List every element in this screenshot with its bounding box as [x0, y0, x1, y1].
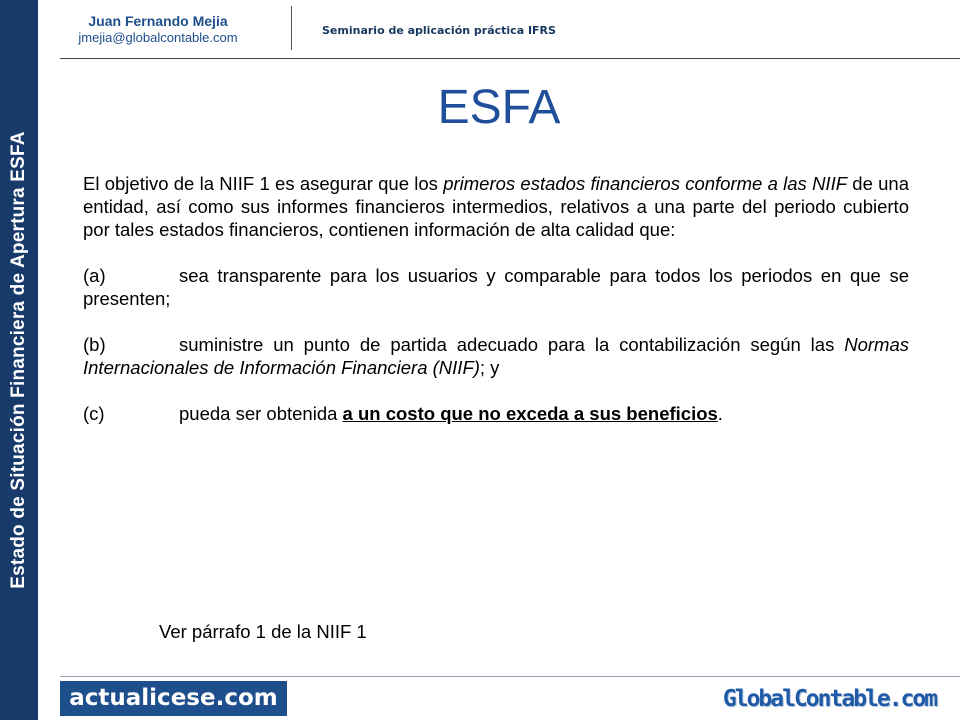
header-divider [291, 6, 292, 50]
slide-body [83, 172, 909, 425]
item-c [83, 402, 909, 425]
item-c-text-2: . [717, 403, 723, 424]
seminar-title: Seminario de aplicación práctica IFRS [322, 24, 556, 37]
item-c-label: (c) [83, 403, 105, 424]
sidebar [0, 0, 38, 720]
globalcontable-logo: GlobalContable.com [722, 686, 937, 712]
reference-note: Ver párrafo 1 de la NIIF 1 [159, 621, 367, 642]
author-block [52, 13, 264, 46]
header-rule [60, 58, 960, 59]
author-name: Juan Fernando Mejia [88, 13, 228, 29]
author-email: jmejia@globalcontable.com [78, 30, 238, 45]
intro-text-2: de una entidad, así como sus informes financieros intermedios, relativos a una parte del periodo cubierto por tales estados financieros, contienen información de alta calidad que: [83, 173, 909, 240]
item-a-label: (a) [83, 265, 106, 286]
intro-text-1: El objetivo de la NIIF 1 es asegurar que los [83, 173, 444, 194]
item-c-text-1: pueda ser obtenida [179, 403, 343, 424]
sidebar-title: Estado de Situación Financiera de Apertura ESFA [8, 131, 29, 589]
item-b-label: (b) [83, 334, 106, 355]
item-b-italic: Normas Internacionales de Información Financiera (NIIF) [83, 334, 909, 378]
intro-italic: primeros estados financieros conforme a las NIIF [443, 173, 848, 194]
slide-title: ESFA [437, 81, 561, 134]
item-b-text-2: ; y [479, 357, 500, 378]
item-a [83, 264, 909, 310]
actualicese-logo: actualicese.com [60, 681, 287, 716]
intro-paragraph [83, 172, 909, 241]
item-b-text-1: suministre un punto de partida adecuado para la contabilización según las [179, 334, 845, 355]
item-a-text: sea transparente para los usuarios y comparable para todos los periodos en que se presenten; [83, 265, 909, 309]
footer-rule [60, 676, 960, 677]
item-b [83, 333, 909, 379]
item-c-emphasis: a un costo que no exceda a sus beneficios [342, 403, 718, 424]
